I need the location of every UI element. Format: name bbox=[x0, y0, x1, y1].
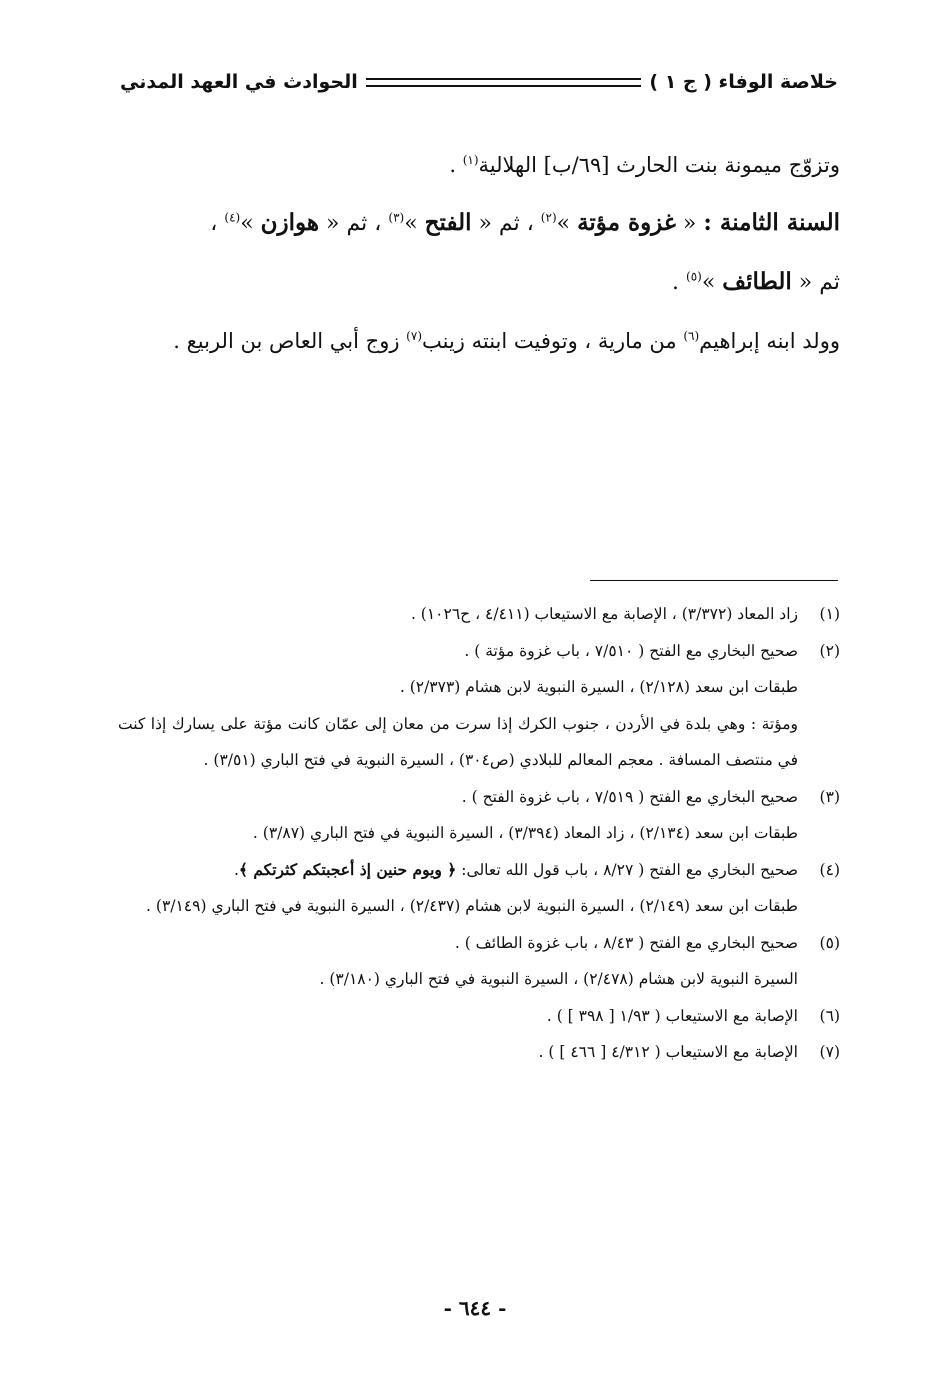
footnote-number: (٧) bbox=[819, 1043, 840, 1061]
header-rule bbox=[366, 78, 642, 87]
footnote-4: (٤) صحيح البخاري مع الفتح ( ٨/٢٧ ، باب قول الله تعالى: ﴿ ويوم حنين إذ أعجبتكم كثرتكم ﴾. طبقات ابن سعد (٢/١٤٩) ، السيرة النبوية لابن هشام (٢/٤٣٧) ، السيرة النبوية في فتح الباري (٣/١٤٩) . bbox=[118, 852, 840, 925]
footnote-ref-5[interactable]: (٥) bbox=[686, 269, 702, 284]
paragraph-births-deaths: وولد ابنه إبراهيم$^{(٦)}$ من مارية ، وتوفيت ابنته زينب$^{(٧)}$ زوج أبي العاص بن الربيع . bbox=[173, 329, 840, 353]
footnote-ref-1[interactable]: (١) bbox=[462, 153, 479, 167]
footnote-ref-6[interactable]: (٦) bbox=[683, 329, 700, 343]
footnote-number: (٣) bbox=[819, 787, 840, 806]
footnote-7: (٧) الإصابة مع الاستيعاب ( ٤/٣١٢ [ ٤٦٦ ] ) . bbox=[118, 1034, 840, 1071]
event-mutah: غزوة مؤتة bbox=[577, 209, 676, 236]
main-text bbox=[115, 136, 840, 370]
footnote-number: (١) bbox=[819, 605, 840, 623]
footnotes bbox=[118, 596, 840, 1071]
paragraph-marriage: وتزوّج ميمونة بنت الحارث [٦٩/ب] الهلالية$^{(١)}$ . bbox=[449, 153, 840, 177]
quran-verse: ﴿ ويوم حنين إذ أعجبتكم كثرتكم ﴾ bbox=[238, 859, 457, 879]
footnote-3: (٣) صحيح البخاري مع الفتح ( ٧/٥١٩ ، باب غزوة الفتح ) . طبقات ابن سعد (٢/١٣٤) ، زاد المعاد (٣/٣٩٤) ، السيرة النبوية في فتح الباري (٣/٨٧) . bbox=[118, 779, 840, 852]
footnote-number: (٤) bbox=[819, 860, 840, 879]
footnote-separator bbox=[590, 580, 838, 581]
footnote-number: (٦) bbox=[819, 1006, 840, 1025]
year-heading: السنة الثامنة : bbox=[703, 209, 840, 236]
footnote-ref-7[interactable]: (٧) bbox=[406, 329, 422, 343]
footnote-ref-4[interactable]: (٤) bbox=[224, 210, 241, 225]
book-title: خلاصة الوفاء ( ج ١ ) bbox=[649, 71, 838, 93]
footnote-2: (٢) صحيح البخاري مع الفتح ( ٧/٥١٠ ، باب غزوة مؤتة ) . طبقات ابن سعد (٢/١٢٨) ، السيرة النبوية لابن هشام (٢/٣٧٣) . ومؤتة : وهي بلدة في الأردن ، جنوب الكرك إذا سرت من معان إلى عمّان كانت مؤتة على يسارك إذا كنت في منتصف المسافة . معجم المعالم للبلادي (ص٣٠٤) ، السيرة النبوية في فتح الباري (٣/٥١) . bbox=[118, 633, 840, 779]
footnote-ref-2[interactable]: (٢) bbox=[540, 210, 557, 225]
footnote-1: (١) زاد المعاد (٣/٣٧٢) ، الإصابة مع الاستيعاب (٤/٤١١ ، ح١٠٢٦) . bbox=[118, 596, 840, 633]
section-title: الحوادث في العهد المدني bbox=[120, 71, 358, 93]
footnote-5: (٥) صحيح البخاري مع الفتح ( ٨/٤٣ ، باب غزوة الطائف ) . السيرة النبوية لابن هشام (٢/٤٧٨) ، السيرة النبوية في فتح الباري (٣/١٨٠) . bbox=[118, 925, 840, 998]
footnote-ref-3[interactable]: (٣) bbox=[388, 210, 405, 225]
event-taif: الطائف bbox=[722, 268, 792, 295]
footnote-6: (٦) الإصابة مع الاستيعاب ( ١/٩٣ [ ٣٩٨ ] ) . bbox=[118, 998, 840, 1035]
footnote-number: (٢) bbox=[819, 641, 840, 660]
paragraph-year-eight: السنة الثامنة : « غزوة مؤتة »$^{(٢)}$ ، ثم « الفتح »$^{(٣)}$ ، ثم « هوازن »$^{(٤)}$ ، ثم « الطائف »$^{(٥)}$ . bbox=[210, 209, 840, 295]
event-fath: الفتح bbox=[424, 209, 472, 236]
footnote-number: (٥) bbox=[819, 933, 840, 952]
running-header bbox=[120, 62, 838, 102]
event-hawazin: هوازن bbox=[260, 209, 320, 236]
page-number: - ٦٤٤ - bbox=[443, 1296, 507, 1320]
